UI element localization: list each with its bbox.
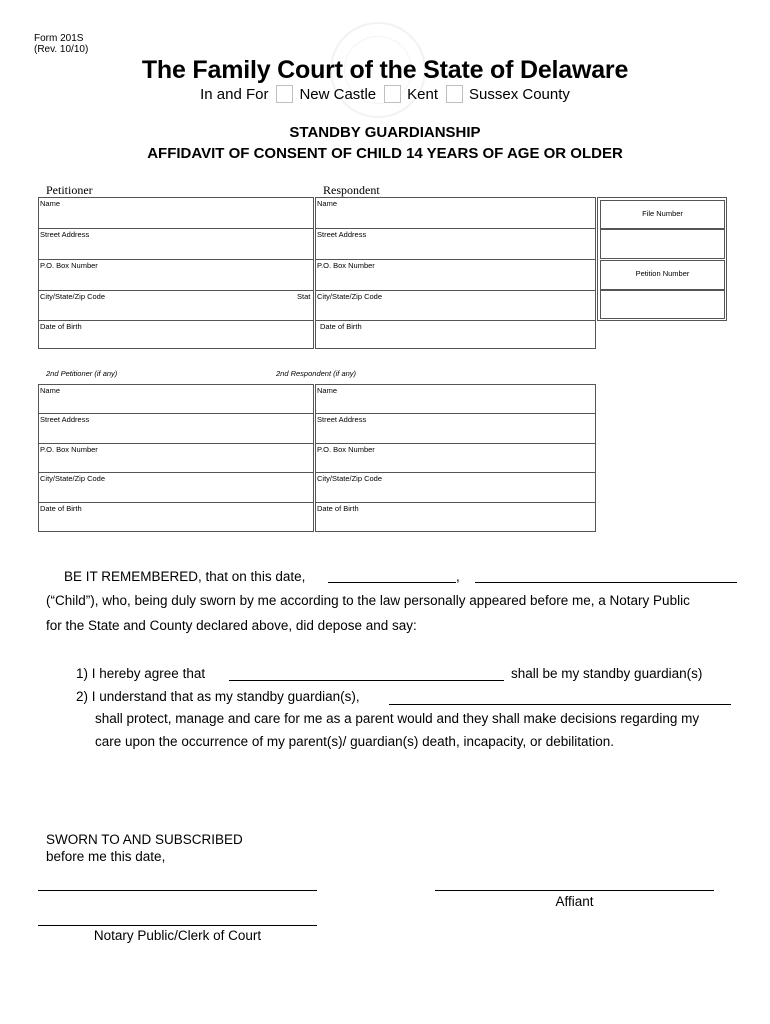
affiant-label: Affiant bbox=[555, 894, 594, 909]
item-1-suffix: shall be my standby guardian(s) bbox=[511, 666, 703, 681]
item-2-line-2: shall protect, manage and care for me as a parent would and they shall make decisions regarding my bbox=[95, 711, 700, 726]
date-comma: , bbox=[456, 569, 460, 584]
second-respondent-heading: 2nd Respondent (if any) bbox=[276, 369, 357, 378]
file-number-field[interactable] bbox=[600, 229, 725, 259]
petitioner-pobox-field[interactable]: P.O. Box Number bbox=[39, 260, 313, 291]
second-respondent-box bbox=[315, 384, 596, 532]
respondent-heading: Respondent bbox=[323, 183, 380, 197]
second-petitioner-pobox-field[interactable]: P.O. Box Number bbox=[39, 444, 313, 473]
second-petitioner-dob-field[interactable]: Date of Birth bbox=[40, 504, 82, 513]
sussex-label: Sussex County bbox=[469, 85, 570, 103]
sworn-line-2: before me this date, bbox=[46, 849, 166, 864]
second-respondent-city-field[interactable]: City/State/Zip Code bbox=[316, 473, 595, 503]
in-and-for-label: In and For bbox=[200, 85, 269, 103]
second-respondent-street-field[interactable]: Street Address bbox=[316, 414, 595, 444]
form-number: Form 201S bbox=[34, 33, 84, 44]
document-heading-1: STANDBY GUARDIANSHIP bbox=[289, 124, 481, 141]
kent-checkbox[interactable] bbox=[384, 85, 401, 103]
respondent-dob-field[interactable]: Date of Birth bbox=[320, 322, 362, 331]
petition-number-field[interactable] bbox=[600, 290, 725, 319]
sworn-line-1: SWORN TO AND SUBSCRIBED bbox=[46, 832, 243, 847]
remembered-text: BE IT REMEMBERED, that on this date, bbox=[64, 569, 306, 584]
respondent-box bbox=[315, 197, 596, 349]
affiant-signature-line[interactable] bbox=[435, 890, 714, 891]
second-respondent-pobox-field[interactable]: P.O. Box Number bbox=[316, 444, 595, 473]
file-number-label: File Number bbox=[642, 209, 683, 218]
court-use-box bbox=[597, 197, 727, 321]
second-petitioner-name-field[interactable]: Name bbox=[39, 385, 313, 414]
second-petitioner-heading: 2nd Petitioner (if any) bbox=[46, 369, 118, 378]
petition-number-label-cell bbox=[600, 260, 725, 290]
sussex-checkbox[interactable] bbox=[446, 85, 463, 103]
stray-text: Stat bbox=[297, 292, 311, 301]
form-revision: (Rev. 10/10) bbox=[34, 44, 89, 55]
second-petitioner-street-field[interactable]: Street Address bbox=[39, 414, 313, 444]
county-selector bbox=[0, 85, 770, 103]
respondent-street-field[interactable]: Street Address bbox=[316, 229, 595, 260]
kent-label: Kent bbox=[407, 85, 439, 103]
guardian-name-blank[interactable] bbox=[229, 680, 504, 681]
sworn-date-line[interactable] bbox=[38, 890, 317, 891]
court-title: The Family Court of the State of Delaware bbox=[141, 56, 629, 84]
guardian-name-blank-2[interactable] bbox=[389, 704, 731, 705]
second-respondent-dob-field[interactable]: Date of Birth bbox=[317, 504, 359, 513]
item-1-prefix: 1) I hereby agree that bbox=[76, 666, 206, 681]
petitioner-box bbox=[38, 197, 314, 349]
petitioner-city-field[interactable]: City/State/Zip Code Stat bbox=[39, 291, 313, 321]
second-respondent-name-field[interactable]: Name bbox=[316, 385, 595, 414]
date-blank[interactable] bbox=[328, 582, 456, 583]
petitioner-name-field[interactable]: Name bbox=[39, 198, 313, 229]
notary-signature-line[interactable] bbox=[38, 925, 317, 926]
item-2-prefix: 2) I understand that as my standby guardian(s), bbox=[76, 689, 360, 704]
petitioner-dob-field[interactable]: Date of Birth bbox=[40, 322, 82, 331]
paragraph-line-1: (“Child”), who, being duly sworn by me according to the law personally appeared before me, a Notary Public bbox=[46, 593, 690, 608]
paragraph-line-2: for the State and County declared above, did depose and say: bbox=[46, 618, 417, 633]
second-petitioner-city-field[interactable]: City/State/Zip Code bbox=[39, 473, 313, 503]
respondent-pobox-field[interactable]: P.O. Box Number bbox=[316, 260, 595, 291]
new-castle-checkbox[interactable] bbox=[276, 85, 293, 103]
second-petitioner-box bbox=[38, 384, 314, 532]
respondent-city-field[interactable]: City/State/Zip Code bbox=[316, 291, 595, 321]
file-number-label-cell bbox=[600, 200, 725, 229]
item-2-line-3: care upon the occurrence of my parent(s)/ guardian(s) death, incapacity, or debilitation. bbox=[95, 734, 615, 749]
petition-number-label: Petition Number bbox=[635, 269, 690, 278]
petitioner-street-field[interactable]: Street Address bbox=[39, 229, 313, 260]
respondent-name-field[interactable]: Name bbox=[316, 198, 595, 229]
document-heading-2: AFFIDAVIT OF CONSENT OF CHILD 14 YEARS OF AGE OR OLDER bbox=[147, 145, 623, 162]
petitioner-heading: Petitioner bbox=[46, 183, 93, 197]
form-identifier bbox=[34, 33, 88, 55]
child-name-blank[interactable] bbox=[475, 582, 737, 583]
notary-label: Notary Public/Clerk of Court bbox=[93, 928, 262, 943]
new-castle-label: New Castle bbox=[299, 85, 377, 103]
